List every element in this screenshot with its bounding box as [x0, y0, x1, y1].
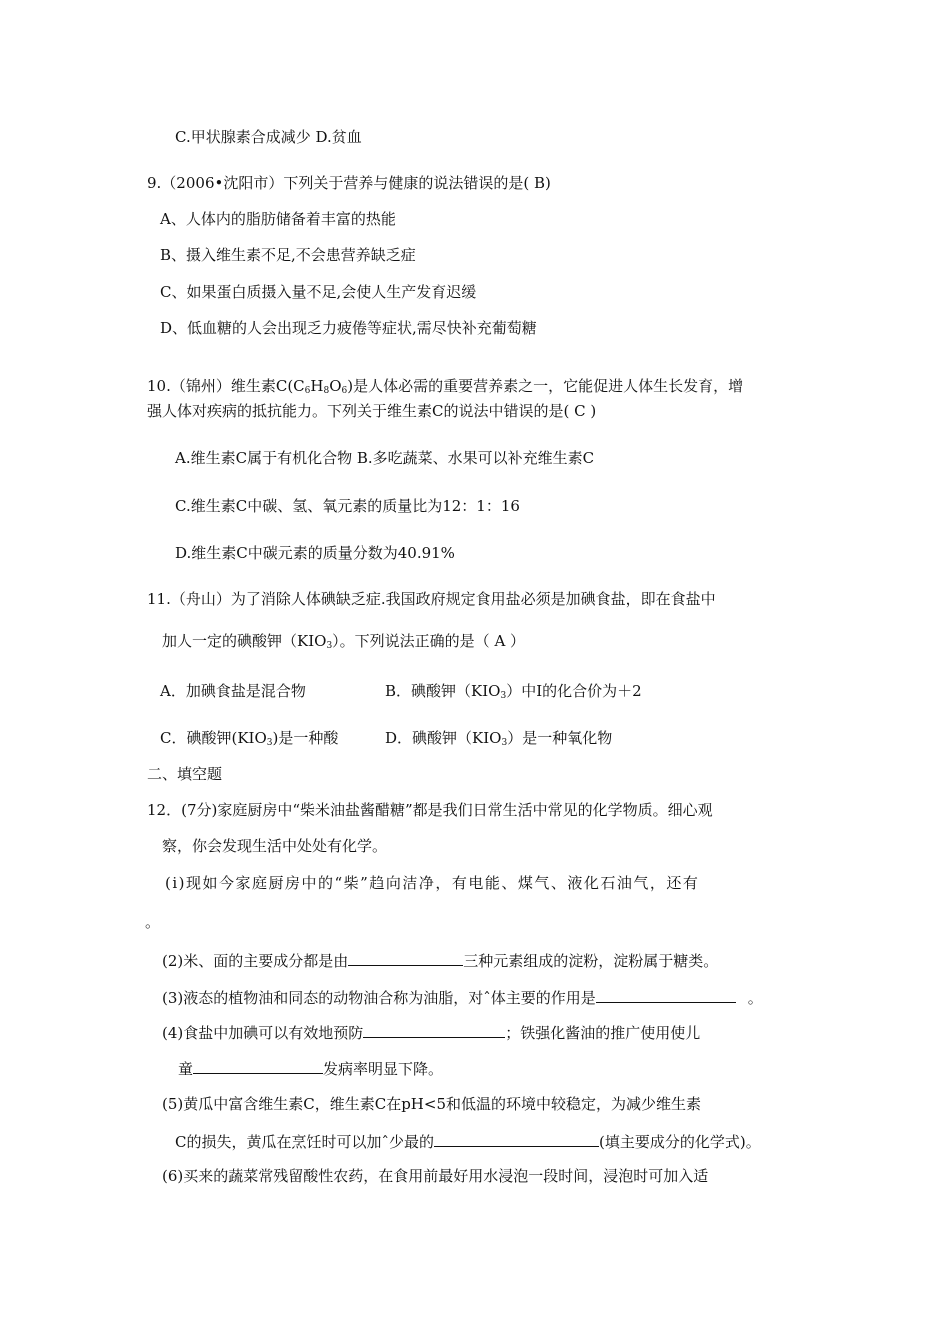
q12-part6: (6)买来的蔬菜常残留酸性农药，在食用前最好用水浸泡一段时间，浸泡时可加入适: [162, 1167, 709, 1185]
answer-blank[interactable]: [348, 949, 463, 966]
q12-part1-end: 。: [145, 913, 161, 931]
section-title: 二、填空题: [147, 765, 223, 783]
q12-stem-line2: 察，你会发现生活中处处有化学。: [162, 837, 388, 855]
q12-part4-cont: 童 发病率明显下降。: [178, 1057, 443, 1079]
answer-blank[interactable]: [363, 1021, 505, 1038]
q12-part2: (2)米、面的主要成分都是由 三种元素组成的淀粉，淀粉属于糖类。: [162, 949, 718, 971]
answer-blank[interactable]: [193, 1057, 323, 1074]
q10-option-d: D.维生素C中碳元素的质量分数为40.91%: [175, 544, 455, 562]
q12-part1: (i)现如今家庭厨房中的“柴”趋向洁净，有电能、煤气、液化石油气，还有: [165, 874, 700, 892]
q10-stem-line1: 10.（锦州）维生素$C(C_6H_8O_6)$是人体必需的重要营养素之一，它能促进人体生长发育，增: [147, 377, 744, 396]
q12-part4: (4)食盐中加碘可以有效地预防 ；铁强化酱油的推广使用使儿: [162, 1021, 700, 1043]
q11-option-a: A．加碘食盐是混合物: [160, 682, 306, 700]
q10-option-ab: A.维生素C属于有机化合物 B.多吃蔬菜、水果可以补充维生素C: [175, 449, 595, 467]
answer-blank[interactable]: [434, 1130, 599, 1147]
q11-option-c: C．碘酸钾$(KIO_3)$是一种酸: [160, 729, 339, 748]
q9-stem: 9.（2006•沈阳市）下列关于营养与健康的说法错误的是( B): [147, 174, 551, 192]
q8-option-cd: C.甲状腺素合成减少 D.贫血: [175, 128, 362, 146]
answer-blank[interactable]: [596, 986, 736, 1003]
q11-option-d: D．碘酸钾$(KIO_3)$是一种氧化物: [385, 729, 613, 748]
q9-option-b: B、摄入维生素不足,不会患营养缺乏症: [160, 246, 416, 264]
q9-option-c: C、如果蛋白质摄入量不足,会使人生产发育迟缓: [160, 283, 477, 301]
q11-stem-line2: 加人一定的碘酸钾$(KIO_3)$。下列说法正确的是（ A ）: [162, 632, 526, 651]
q12-part5-cont: C的损失，黄瓜在烹饪时可以加ˆ少最的 (填主要成分的化学式)。: [175, 1130, 761, 1152]
q10-option-c: C.维生素C中碳、氢、氧元素的质量比为12：1：16: [175, 497, 520, 515]
q12-stem-line1: 12．(7分)家庭厨房中“柴米油盐酱醋糖”都是我们日常生活中常见的化学物质。细心观: [147, 801, 713, 819]
q11-stem-line1: 11.（舟山）为了消除人体碘缺乏症.我国政府规定食用盐必须是加碘食盐，即在食盐中: [147, 590, 716, 608]
q10-stem-line2: 强人体对疾病的抵抗能力。下列关于维生素C的说法中错误的是( C ): [147, 402, 597, 420]
q11-option-b: B．碘酸钾$(KIO_3)$中I的化合价为＋2: [385, 682, 642, 701]
q12-part5: (5)黄瓜中富含维生素C，维生素C在pH<5和低温的环境中较稳定，为减少维生素: [162, 1095, 701, 1113]
q9-option-d: D、低血糖的人会出现乏力疲倦等症状,需尽快补充葡萄糖: [160, 319, 537, 337]
q9-option-a: A、人体内的脂肪储备着丰富的热能: [160, 210, 396, 228]
q12-part3: (3)液态的植物油和同态的动物油合称为油脂，对ˆ体主要的作用是 。: [162, 986, 763, 1008]
